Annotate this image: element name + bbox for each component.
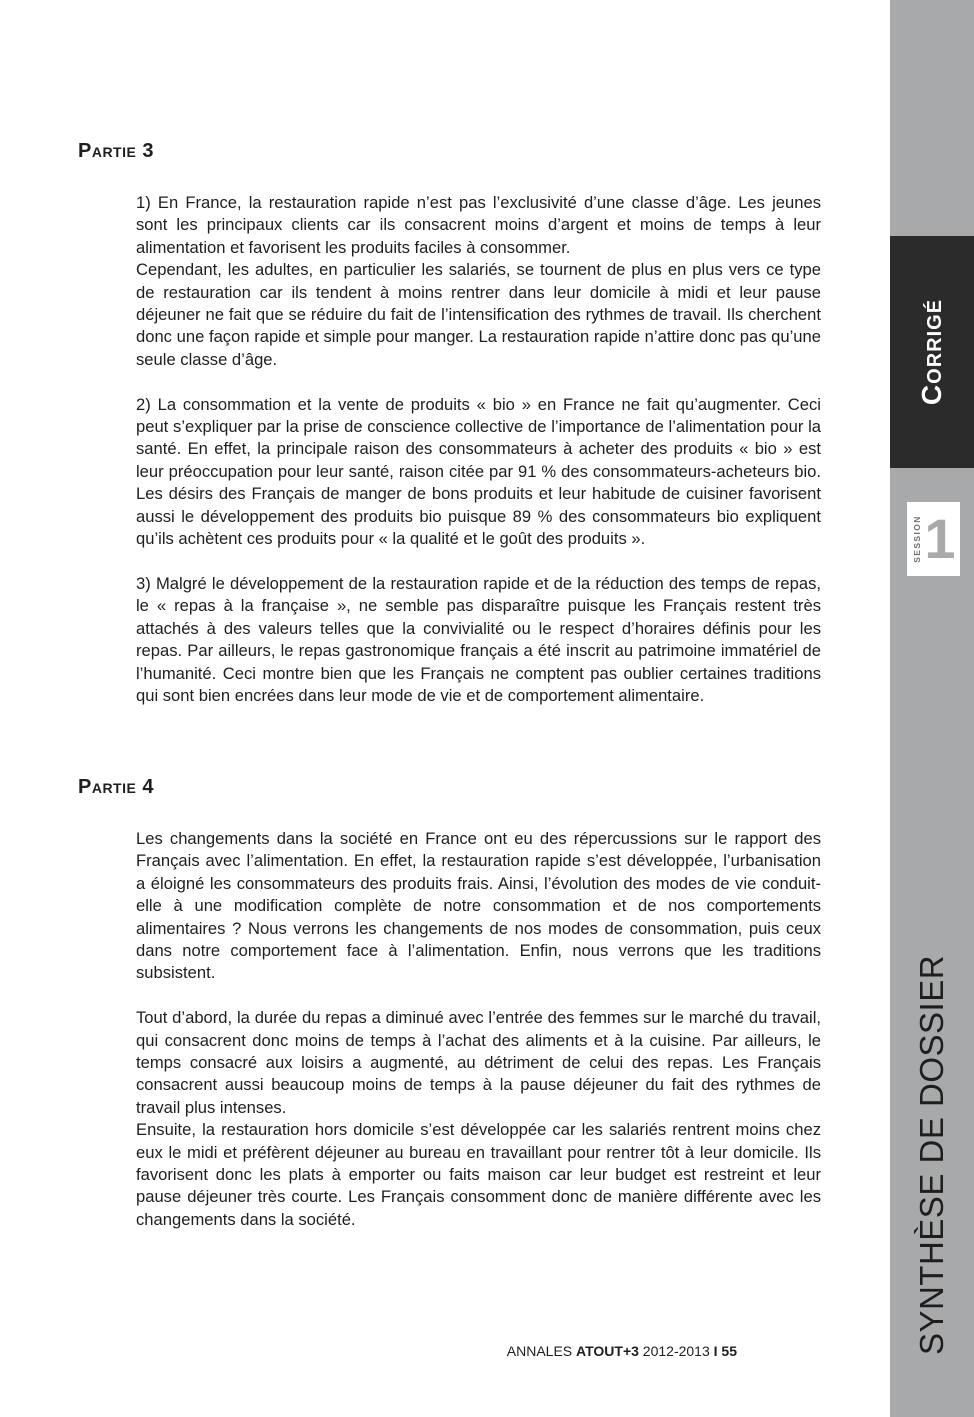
part-4-introduction: Les changements dans la société en France ont eu des répercussions sur le rapport des Français avec l’alimentation. En effet, la restauration rapide s’est développée, l’urbanisation a éloigné les consommateurs des produits frais. Ainsi, l’évolution des modes de vie conduit-elle à une modification complète de notre consommation et de nos comportements alimentaires ? Nous verrons les changements de nos modes de consommation, puis ceux dans notre comportement face à l’alimentation. Enfin, nous verrons que les traditions subsistent. xyxy=(136,829,821,983)
part-4-paragraph-1: Tout d’abord, la durée du repas a diminué avec l’entrée des femmes sur le marché du travail, qui consacrent donc moins de temps à l’achat des aliments et à la cuisine. Par ailleurs, le temps consacré aux loisirs a augmenté, au détriment de celui des repas. Les Français consacrent aussi beaucoup moins de temps à la pause déjeuner du fait des rythmes de travail plus intenses. xyxy=(136,1008,821,1117)
page-number: 55 xyxy=(721,1343,737,1359)
part-4-body xyxy=(136,828,821,1231)
part-3-body xyxy=(136,192,821,707)
part-3-answer-1b: Cependant, les adultes, en particulier les salariés, se tournent de plus en plus vers ce type de restauration car ils tendent à moins rentrer dans leur domicile à midi et leur pause déjeuner ne fait que se réduire du fait de l’intensification des rythmes de travail. Ils cherchent donc une façon rapide et simple pour manger. La restauration rapide n’attire donc pas qu’une seule classe d’âge. xyxy=(136,260,821,369)
part-4-heading: Partie 4 xyxy=(78,776,155,798)
section-title: SYNTHÈSE DE DOSSIER xyxy=(913,954,950,1356)
session-number: 1 xyxy=(924,507,956,570)
page-footer xyxy=(507,1343,737,1359)
footer-prefix: ANNALES xyxy=(506,1343,573,1359)
footer-separator: I xyxy=(713,1343,718,1359)
part-3-heading: Partie 3 xyxy=(78,140,155,162)
session-label: SESSION xyxy=(912,515,922,563)
part-4-paragraph-2: Ensuite, la restauration hors domicile s’est développée car les salariés rentrent moins chez eux le midi et préfèrent déjeuner au bureau en travaillant pour rentrer tôt à leur domicile. Ils favorisent donc les plats à emporter ou faits maison car leur budget est restreint et leur pause déjeuner très courte. Les Français consomment donc de manière différente avec les changements dans la société. xyxy=(136,1120,821,1229)
footer-brand: ATOUT+3 xyxy=(576,1343,639,1359)
corrige-label: Corrigé xyxy=(916,298,947,406)
part-3-answer-2: 2) La consommation et la vente de produits « bio » en France ne fait qu’augmenter. Ceci peut s’expliquer par la prise de conscience collective de l’importance de l’alimentation pour la santé. En effet, la principale raison des consommateurs à acheter des produits « bio » est leur préoccupation pour leur santé, raison citée par 91 % des consommateurs-acheteurs bio. Les désirs des Français de manger de bons produits et leur habitude de cuisiner favorisent aussi le développement des produits bio puisque 89 % des consommateurs bio expliquent qu’ils achètent ces produits pour « la qualité et le goût des produits ». xyxy=(136,394,821,549)
footer-years: 2012-2013 xyxy=(642,1343,710,1359)
part-3-answer-3: 3) Malgré le développement de la restauration rapide et de la réduction des temps de repas, le « repas à la française », ne semble pas disparaître puisque les Français restent très attachés à des valeurs telles que la convivialité ou le respect d’horaires définis pour les repas. Par ailleurs, le repas gastronomique français a été inscrit au patrimoine immatériel de l’humanité. Ceci montre bien que les Français ne comptent pas oublier certaines traditions qui sont bien encrées dans leur mode de vie et de comportement alimentaire. xyxy=(136,573,821,705)
part-3-answer-1a: 1) En France, la restauration rapide n’est pas l’exclusivité d’une classe d’âge. Les jeunes sont les principaux clients car ils consacrent moins d’argent et moins de temps à leur alimentation et favorisent les produits faciles à consommer. xyxy=(136,193,821,257)
